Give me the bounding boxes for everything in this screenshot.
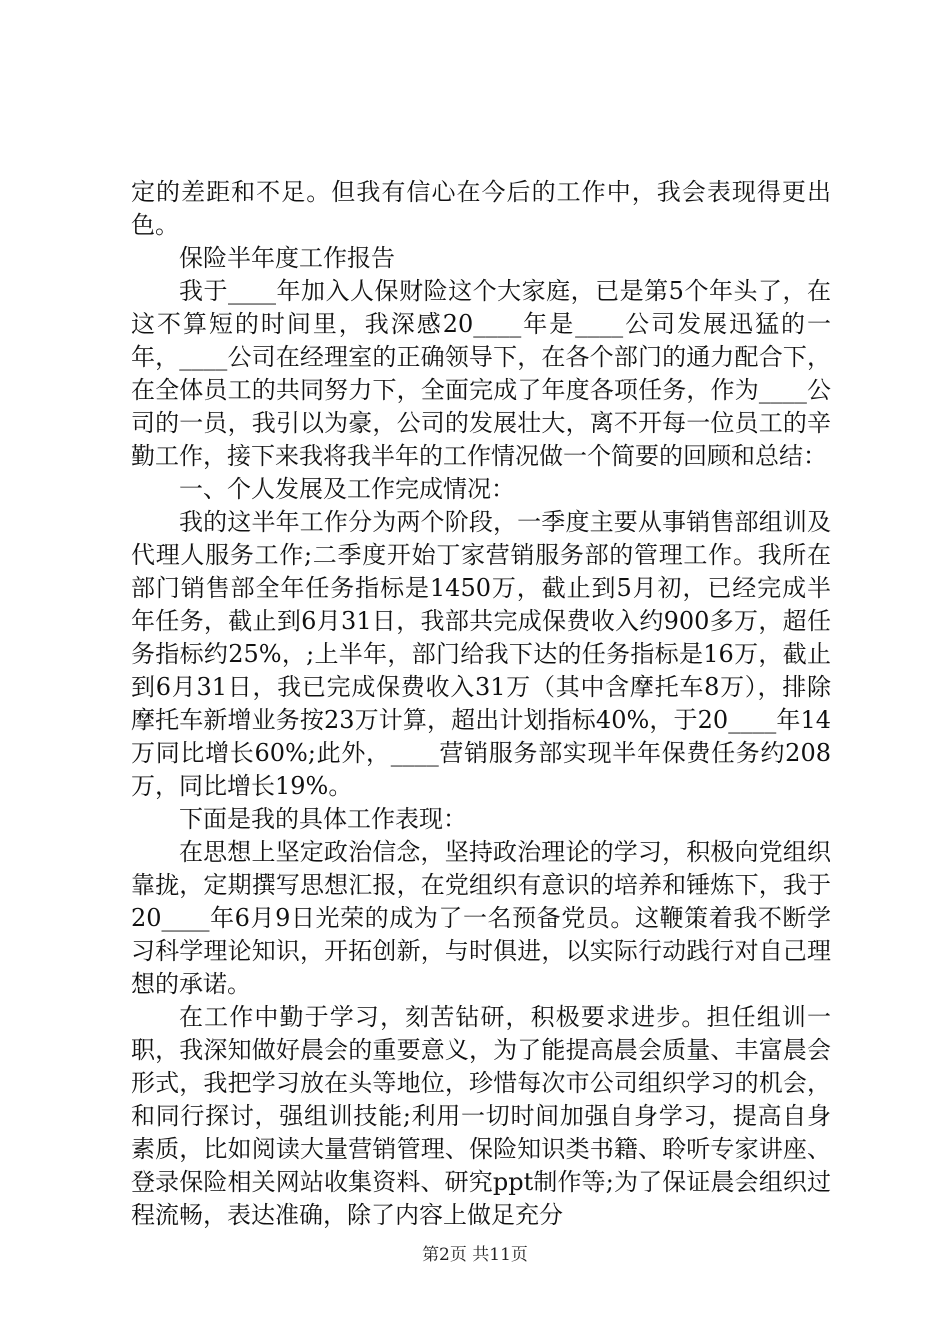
paragraph: 在思想上坚定政治信念，坚持政治理论的学习，积极向党组织靠拢，定期撰写思想汇报，在党组织有意识的培养和锤炼下，我于20____年6月9日光荣的成为了一名预备党员。这鞭策着我不断学习科学理论知识，开拓创新，与时俱进，以实际行动践行对自己理想的承诺。 — [131, 838, 831, 998]
page-number-footer: 第2页 共11页 — [422, 1245, 528, 1265]
paragraph-continuation: 定的差距和不足。但我有信心在今后的工作中，我会表现得更出色。 — [131, 178, 831, 239]
document-body — [131, 176, 831, 1232]
paragraph: 我于____年加入人保财险这个大家庭，已是第5个年头了，在这不算短的时间里，我深感20____年是____公司发展迅猛的一年，____公司在经理室的正确领导下，在各个部门的通力配合下，在全体员工的共同努力下，全面完成了年度各项任务，作为____公司的一员，我引以为豪，公司的发展壮大，离不开每一位员工的辛勤工作，接下来我将我半年的工作情况做一个简要的回顾和总结： — [131, 277, 831, 470]
section-heading: 下面是我的具体工作表现： — [179, 805, 467, 833]
paragraph: 我的这半年工作分为两个阶段，一季度主要从事销售部组训及代理人服务工作;二季度开始丁家营销服务部的管理工作。我所在部门销售部全年任务指标是1450万，截止到5月初，已经完成半年任务，截止到6月31日，我部共完成保费收入约900多万，超任务指标约25%，;上半年，部门给我下达的任务指标是16万，截止到6月31日，我已完成保费收入31万（其中含摩托车8万），排除摩托车新增业务按23万计算，超出计划指标40%，于20____年14万同比增长60%;此外，____营销服务部实现半年保费任务约208万，同比增长19%。 — [131, 508, 831, 800]
section-heading: 保险半年度工作报告 — [179, 244, 395, 272]
paragraph: 在工作中勤于学习，刻苦钻研，积极要求进步。担任组训一职，我深知做好晨会的重要意义，为了能提高晨会质量、丰富晨会形式，我把学习放在头等地位，珍惜每次市公司组织学习的机会，和同行探讨，强组训技能;利用一切时间加强自身学习，提高自身素质，比如阅读大量营销管理、保险知识类书籍、聆听专家讲座、登录保险相关网站收集资料、研究ppt制作等;为了保证晨会组织过程流畅，表达准确，除了内容上做足充分 — [131, 1003, 831, 1229]
section-heading: 一、个人发展及工作完成情况： — [179, 475, 515, 503]
